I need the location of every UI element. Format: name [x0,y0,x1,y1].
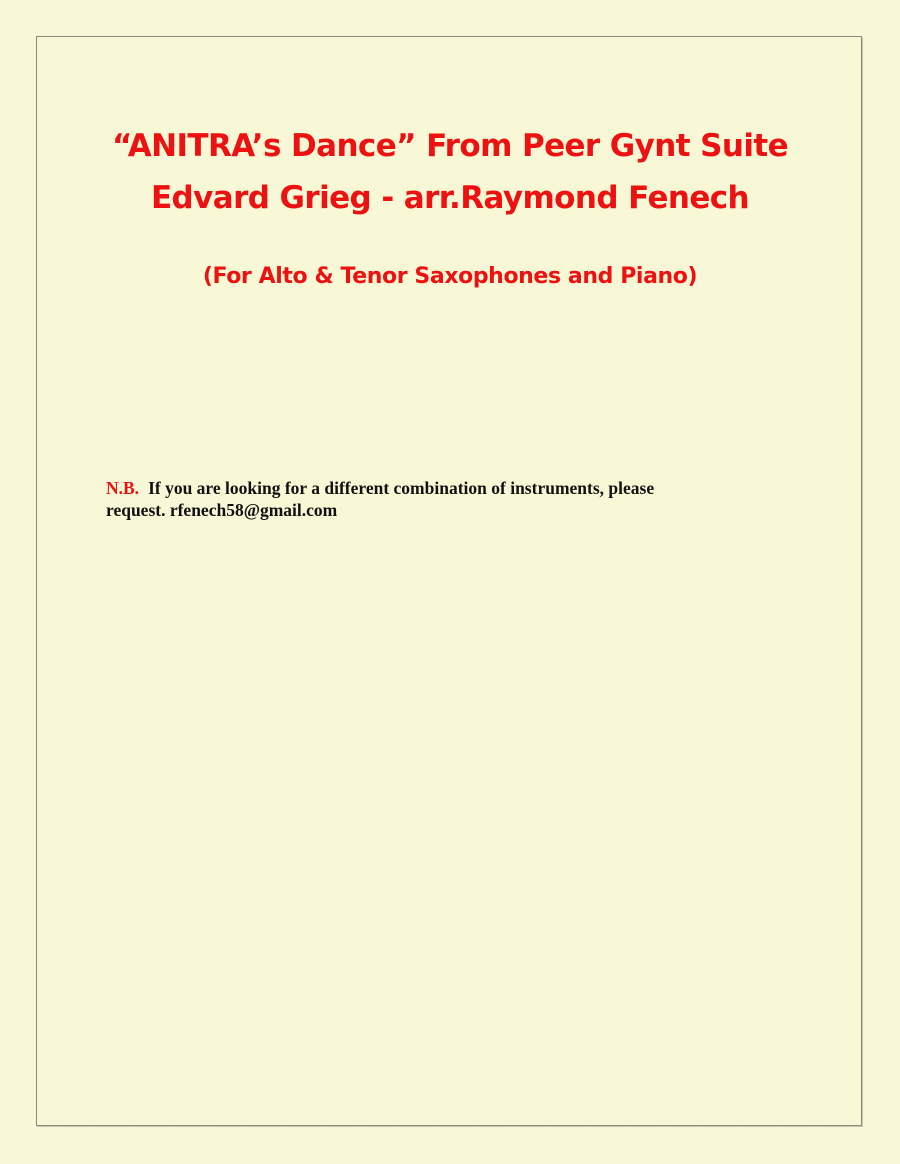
note-label: N.B. [106,478,140,498]
title-line-1: “ANITRA’s Dance” From Peer Gynt Suite [111,128,789,164]
note-paragraph [106,477,786,521]
note-text-line-2: request. rfenech58@gmail.com [106,500,338,520]
note-text-line-1: If you are looking for a different combination of instruments, please [148,478,655,498]
title-line-2: Edvard Grieg - arr.Raymond Fenech [150,180,750,216]
subtitle: (For Alto & Tenor Saxophones and Piano) [202,264,698,289]
